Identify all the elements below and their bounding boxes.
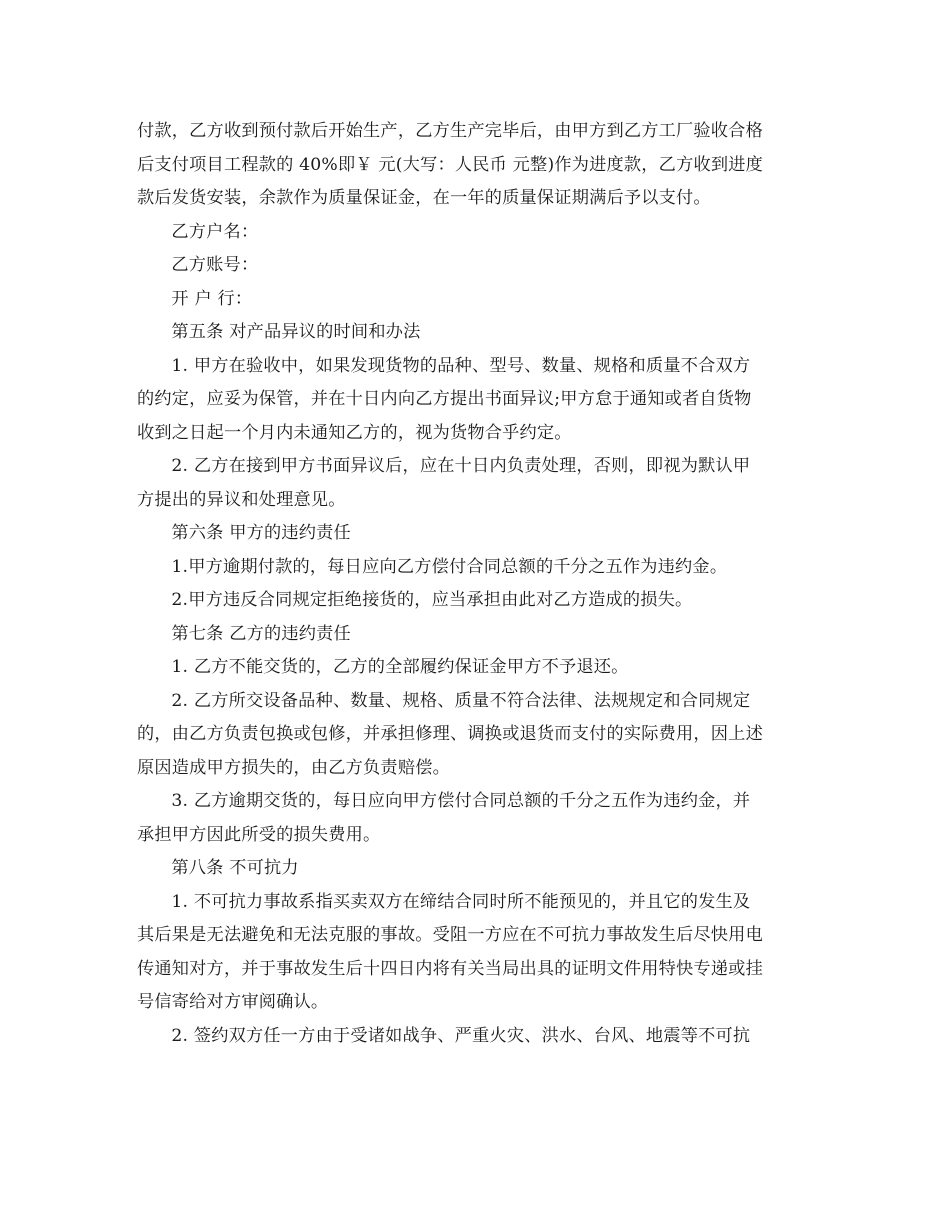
document-paragraph (137, 216, 817, 250)
paragraph-line: 开 户 行： (171, 288, 253, 309)
paragraph-line: 1. 甲方在验收中，如果发现货物的品种、型号、数量、规格和质量不合双方 (171, 355, 751, 376)
document-paragraph (137, 249, 817, 283)
document-paragraph (137, 115, 817, 216)
document-paragraph (137, 685, 817, 786)
paragraph-line: 收到之日起一个月内未通知乙方的，视为货物合乎约定。 (137, 422, 572, 443)
paragraph-line: 的约定，应妥为保管，并在十日内向乙方提出书面异议;甲方怠于通知或者自货物 (137, 389, 752, 409)
paragraph-line: 原因造成甲方损失的，由乙方负责赔偿。 (137, 757, 450, 778)
document-paragraph (137, 283, 817, 317)
paragraph-line: 乙方户名： (171, 221, 259, 242)
paragraph-line: 第六条 甲方的违约责任 (171, 523, 351, 543)
paragraph-line: 2. 签约双方任一方由于受诸如战争、严重火灾、洪水、台风、地震等不可抗 (171, 1025, 751, 1046)
paragraph-line: 2. 乙方所交设备品种、数量、规格、质量不符合法律、法规规定和合同规定 (171, 690, 751, 711)
document-paragraph (137, 350, 817, 451)
paragraph-line: 第八条 不可抗力 (171, 858, 299, 878)
paragraph-line: 承担甲方因此所受的损失费用。 (137, 824, 381, 845)
document-paragraph (137, 450, 817, 517)
paragraph-line: 的，由乙方负责包换或包修，并承担修理、调换或退货而支付的实际费用，因上述 (137, 724, 763, 744)
paragraph-line: 号信寄给对方审阅确认。 (137, 992, 329, 1012)
paragraph-line: 第五条 对产品异议的时间和办法 (171, 322, 421, 342)
document-paragraph (137, 886, 817, 1020)
paragraph-line: 3. 乙方逾期交货的，每日应向甲方偿付合同总额的千分之五作为违约金，并 (171, 791, 751, 811)
paragraph-line: 乙方账号： (171, 255, 259, 275)
paragraph-line: 第七条 乙方的违约责任 (171, 623, 351, 644)
document-paragraph (137, 316, 817, 350)
paragraph-line: 2.甲方违反合同规定拒绝接货的，应当承担由此对乙方造成的损失。 (171, 590, 693, 610)
paragraph-line: 方提出的异议和处理意见。 (137, 489, 346, 510)
paragraph-line: 传通知对方，并于事故发生后十四日内将有关当局出具的证明文件用特快专递或挂 (137, 958, 763, 979)
paragraph-line: 1.甲方逾期付款的，每日应向乙方偿付合同总额的千分之五作为违约金。 (171, 556, 728, 577)
paragraph-line: 1. 乙方不能交货的，乙方的全部履约保证金甲方不予退还。 (171, 657, 629, 677)
paragraph-line: 付款，乙方收到预付款后开始生产，乙方生产完毕后，由甲方到乙方工厂验收合格 (137, 121, 763, 141)
document-paragraph (137, 618, 817, 652)
paragraph-line: 后支付项目工程款的 40%即￥ 元(大写：人民币 元整)作为进度款，乙方收到进度 (137, 154, 764, 175)
document-paragraph (137, 1020, 817, 1054)
paragraph-line: 1. 不可抗力事故系指买卖双方在缔结合同时所不能预见的，并且它的发生及 (171, 891, 751, 912)
document-paragraph (137, 651, 817, 685)
paragraph-line: 款后发货安装，余款作为质量保证金，在一年的质量保证期满后予以支付。 (137, 188, 711, 208)
paragraph-line: 其后果是无法避免和无法克服的事故。受阻一方应在不可抗力事故发生后尽快用电 (137, 925, 763, 945)
document-body (137, 115, 817, 1053)
document-paragraph (137, 551, 817, 585)
paragraph-line: 2. 乙方在接到甲方书面异议后，应在十日内负责处理，否则，即视为默认甲 (171, 456, 751, 476)
document-paragraph (137, 852, 817, 886)
document-paragraph (137, 785, 817, 852)
document-paragraph (137, 517, 817, 551)
document-paragraph (137, 584, 817, 618)
